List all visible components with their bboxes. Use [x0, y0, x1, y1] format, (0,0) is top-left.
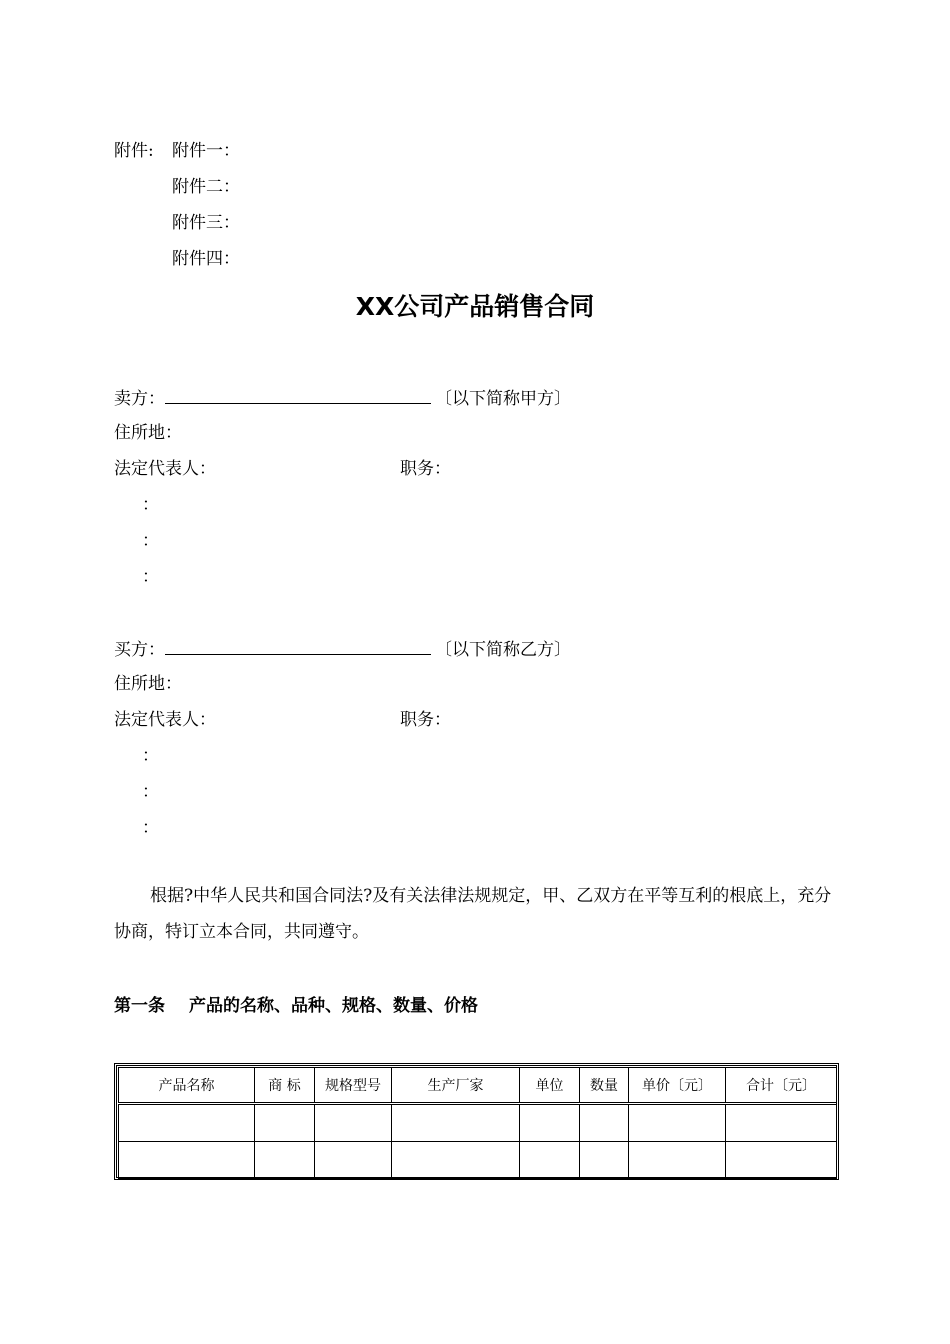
- seller-extra-line-1: ：: [142, 495, 159, 515]
- seller-extra-line-3: ：: [142, 567, 159, 587]
- table-cell[interactable]: [392, 1104, 520, 1142]
- attachment-item-2: 附件二：: [172, 177, 240, 197]
- buyer-label: 买方：: [114, 640, 165, 660]
- preamble-paragraph: [114, 878, 838, 950]
- attachment-item-1: 附件一：: [172, 141, 240, 161]
- buyer-position-label: 职务：: [400, 710, 451, 730]
- table-cell[interactable]: [520, 1142, 580, 1179]
- table-cell[interactable]: [629, 1142, 726, 1179]
- article-1-heading: [114, 995, 478, 1017]
- column-header-total: 合计〔元〕: [726, 1068, 837, 1104]
- seller-suffix: 〔以下简称甲方〕: [435, 389, 571, 409]
- product-table-frame: [114, 1063, 839, 1180]
- column-header-manufacturer: 生产厂家: [392, 1068, 520, 1104]
- table-row: [119, 1142, 837, 1179]
- column-header-unit-price: 单价〔元〕: [629, 1068, 726, 1104]
- seller-rep-label: 法定代表人：: [114, 459, 216, 479]
- table-cell[interactable]: [580, 1104, 629, 1142]
- table-cell[interactable]: [392, 1142, 520, 1179]
- column-header-quantity: 数量: [580, 1068, 629, 1104]
- table-row: [119, 1104, 837, 1142]
- table-cell[interactable]: [315, 1142, 392, 1179]
- seller-label: 卖方：: [114, 389, 165, 409]
- table-cell[interactable]: [315, 1104, 392, 1142]
- column-header-product-name: 产品名称: [119, 1068, 255, 1104]
- article-1-number: 第一条: [114, 996, 165, 1016]
- buyer-extra-line-2: ：: [142, 782, 159, 802]
- table-cell[interactable]: [726, 1104, 837, 1142]
- column-header-model: 规格型号: [315, 1068, 392, 1104]
- seller-position-label: 职务：: [400, 459, 451, 479]
- table-cell[interactable]: [119, 1142, 255, 1179]
- product-table: [118, 1067, 837, 1179]
- preamble-text: 根据?中华人民共和国合同法?及有关法律法规规定，甲、乙双方在平等互利的根底上，充分协商，特订立本合同，共同遵守。: [114, 886, 832, 942]
- column-header-unit: 单位: [520, 1068, 580, 1104]
- article-1-title: 产品的名称、品种、规格、数量、价格: [189, 996, 478, 1016]
- column-header-brand: 商 标: [255, 1068, 315, 1104]
- attachment-item-3: 附件三：: [172, 213, 240, 233]
- table-cell[interactable]: [255, 1142, 315, 1179]
- buyer-address-label: 住所地：: [114, 674, 182, 694]
- buyer-suffix: 〔以下简称乙方〕: [435, 640, 571, 660]
- seller-name-blank: [165, 387, 431, 404]
- table-cell[interactable]: [726, 1142, 837, 1179]
- table-cell[interactable]: [520, 1104, 580, 1142]
- table-cell[interactable]: [255, 1104, 315, 1142]
- seller-line: [114, 387, 571, 409]
- seller-extra-line-2: ：: [142, 531, 159, 551]
- attachment-item-4: 附件四：: [172, 249, 240, 269]
- buyer-extra-line-3: ：: [142, 818, 159, 838]
- buyer-line: [114, 638, 571, 660]
- table-cell[interactable]: [119, 1104, 255, 1142]
- table-cell[interactable]: [580, 1142, 629, 1179]
- attachments-label: 附件:: [114, 141, 154, 161]
- buyer-name-blank: [165, 638, 431, 655]
- buyer-extra-line-1: ：: [142, 746, 159, 766]
- document-title: XX公司产品销售合同: [355, 292, 595, 321]
- table-header-row: [119, 1068, 837, 1104]
- table-cell[interactable]: [629, 1104, 726, 1142]
- seller-address-label: 住所地：: [114, 423, 182, 443]
- buyer-rep-label: 法定代表人：: [114, 710, 216, 730]
